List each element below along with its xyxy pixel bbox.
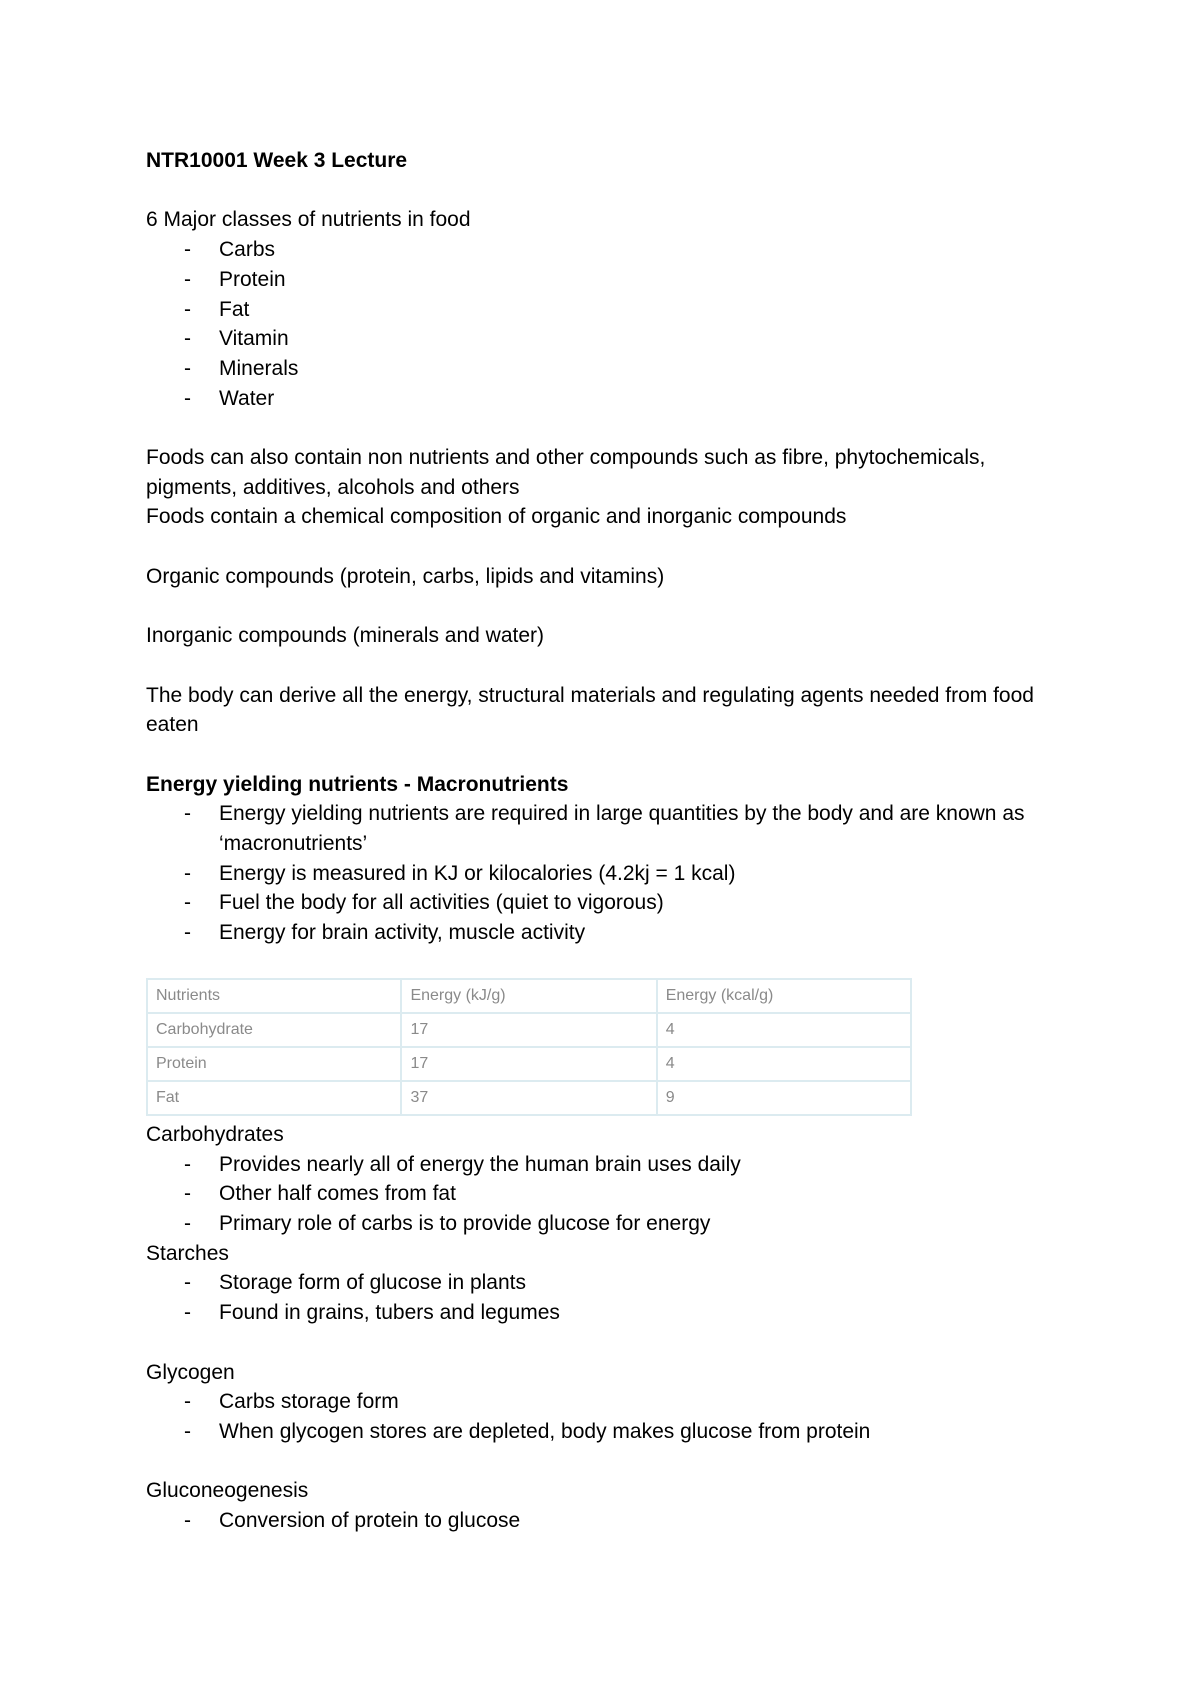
list-item: - Other half comes from fat [184, 1182, 456, 1206]
list-item: - Fuel the body for all activities (quiet to vigorous) [184, 891, 664, 915]
table-cell: 4 [657, 1047, 911, 1081]
spacer [146, 740, 1066, 770]
list-item: - Carbs [184, 238, 276, 262]
table-row [147, 1013, 911, 1047]
list-item: - Provides nearly all of energy the human brain uses daily [184, 1152, 741, 1176]
list-item: - Conversion of protein to glucose [184, 1509, 521, 1532]
list-item: - Vitamin [184, 327, 289, 351]
spacer [146, 592, 1066, 622]
list-item: - When glycogen stores are depleted, body makes glucose from protein [184, 1419, 871, 1443]
spacer [146, 176, 1066, 206]
list-item: - Carbs storage form [184, 1390, 399, 1414]
spacer [146, 948, 1066, 966]
glycogen-list [146, 1387, 1066, 1446]
classes-heading: 6 Major classes of nutrients in food [146, 208, 471, 232]
document-page [146, 146, 1066, 1536]
energy-heading: Energy yielding nutrients - Macronutrients [146, 772, 569, 796]
document-title: NTR10001 Week 3 Lecture [146, 149, 408, 172]
table-cell: Fat [147, 1081, 401, 1115]
list-item: - Found in grains, tubers and legumes [184, 1301, 560, 1325]
spacer [146, 651, 1066, 681]
list-item: - Energy yielding nutrients are required in large quantities by the body and are known as ‘macronutrients’ [184, 802, 1025, 856]
list-item: - Protein [184, 267, 286, 291]
energy-list [146, 799, 1066, 948]
table-header-cell: Energy (kcal/g) [657, 979, 911, 1013]
table-header-row [147, 979, 911, 1013]
list-item: - Water [184, 386, 275, 410]
table-cell: Protein [147, 1047, 401, 1081]
list-item: - Fat [184, 297, 250, 321]
table-cell: 37 [401, 1081, 656, 1115]
list-item: - Storage form of glucose in plants [184, 1271, 527, 1295]
table-header-cell: Energy (kJ/g) [401, 979, 656, 1013]
list-item: - Minerals [184, 356, 299, 380]
organic-paragraph: Organic compounds (protein, carbs, lipids and vitamins) [146, 564, 665, 588]
table-cell: Carbohydrate [147, 1013, 401, 1047]
list-item: - Energy is measured in KJ or kilocalories (4.2kj = 1 kcal) [184, 861, 736, 885]
table-row [147, 1047, 911, 1081]
gluconeogenesis-heading: Gluconeogenesis [146, 1479, 309, 1503]
classes-list [146, 235, 1066, 413]
table-cell: 9 [657, 1081, 911, 1115]
spacer [146, 1328, 1066, 1358]
glycogen-heading: Glycogen [146, 1360, 235, 1384]
nutrient-energy-table [146, 978, 912, 1116]
spacer [146, 532, 1066, 562]
body-derive-paragraph: The body can derive all the energy, structural materials and regulating agents needed from food eaten [146, 683, 1034, 737]
gluconeogenesis-list [146, 1506, 1066, 1536]
starches-heading: Starches [146, 1241, 229, 1265]
table-cell: 17 [401, 1013, 656, 1047]
table-cell: 4 [657, 1013, 911, 1047]
carbohydrates-heading: Carbohydrates [146, 1122, 284, 1146]
foods-composition-paragraph: Foods contain a chemical composition of organic and inorganic compounds [146, 505, 847, 529]
spacer [146, 1447, 1066, 1477]
starches-list [146, 1268, 1066, 1327]
table-header-cell: Nutrients [147, 979, 401, 1013]
list-item: - Energy for brain activity, muscle activity [184, 921, 586, 945]
list-item: - Primary role of carbs is to provide glucose for energy [184, 1212, 711, 1235]
spacer [146, 413, 1066, 443]
table-row [147, 1081, 911, 1115]
inorganic-paragraph: Inorganic compounds (minerals and water) [146, 624, 545, 648]
table-cell: 17 [401, 1047, 656, 1081]
foods-paragraph: Foods can also contain non nutrients and other compounds such as fibre, phytochemicals, pigments, additives, alcohols and others [146, 446, 986, 499]
carbohydrates-list [146, 1150, 1066, 1239]
